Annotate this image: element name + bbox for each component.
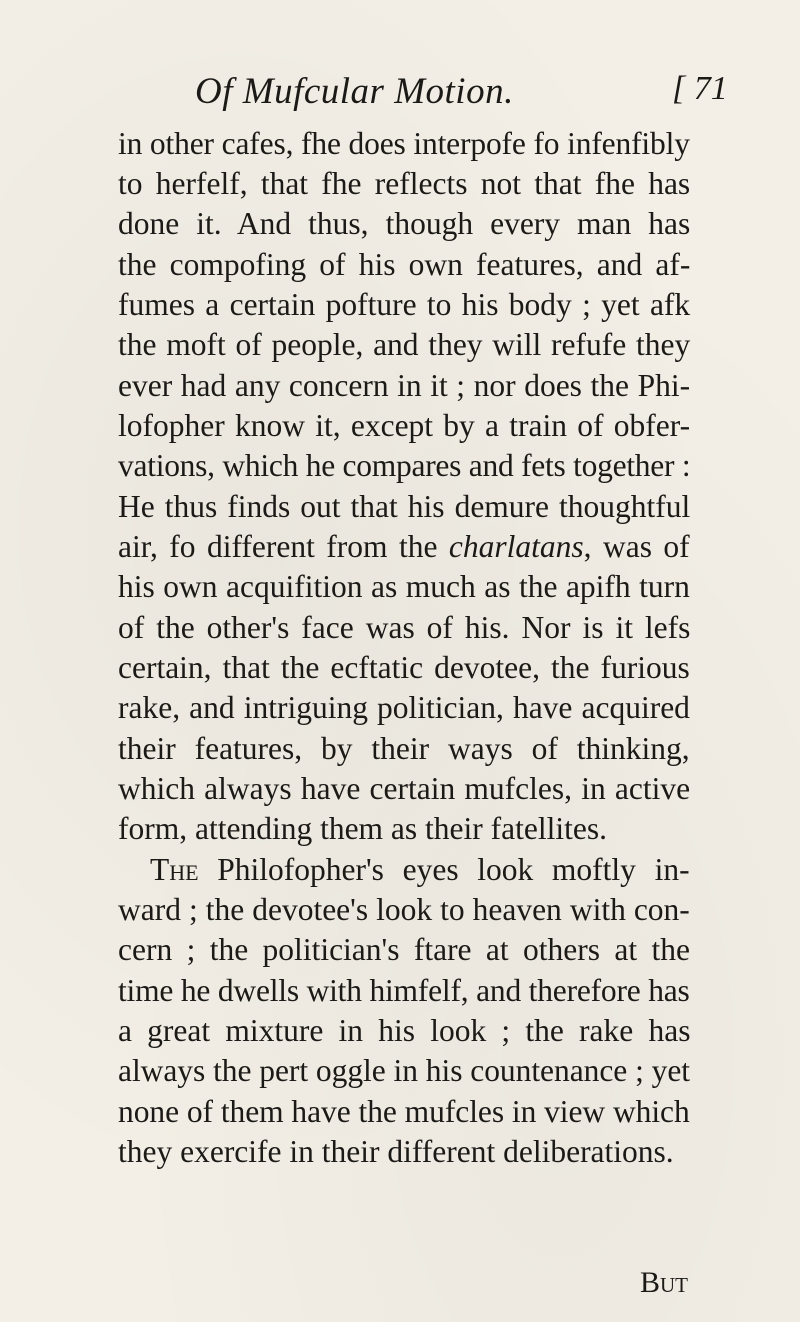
small-caps-lead: The [150,852,199,887]
text-line: cern ; the politician's ftare at others at the [118,932,690,967]
text-line: a great mixture in his look ; the rake has [118,1013,691,1048]
italic-word: charlatans [448,529,584,564]
catchword: But [640,1266,689,1299]
text-line: of the other's face was of his. Nor is it lefs [118,610,691,645]
text-line: the compofing of his own features, and af- [118,247,691,282]
text-line: the moft of people, and they will refufe they [118,327,691,362]
text-line: lofopher know it, except by a train of obfer- [118,408,691,443]
text-line: form, attending them as their fatellites. [118,811,607,846]
page-number: [ 71 [672,70,728,107]
text-line: vations, which he compares and fets together : [118,448,691,483]
text-segment: air, fo different from the [118,529,449,564]
text-line: none of them have the mufcles in view which [118,1094,690,1129]
text-line: to herfelf, that fhe reflects not that fhe has [118,166,691,201]
text-line: their features, by their ways of thinking, [118,731,690,766]
text-line: certain, that the ecftatic devotee, the furious [118,650,690,685]
text-line: He thus finds out that his demure thoughtful [118,489,691,524]
text-line-paragraph-start [150,850,690,890]
text-line: fumes a certain pofture to his body ; yet afk [118,287,691,322]
text-line: time he dwells with himfelf, and therefore has [118,973,690,1008]
text-line: ever had any concern in it ; nor does the Phi- [118,368,691,403]
text-line: always the pert oggle in his countenance ; yet [118,1053,690,1088]
text-line-with-italic [118,527,690,567]
text-line: his own acquifition as much as the apifh turn [118,569,690,604]
text-segment: , was of [583,529,690,564]
text-segment: Philofopher's eyes look moftly in- [217,852,690,887]
text-line: rake, and intriguing politician, have acquired [118,690,690,725]
text-line: they exercife in their different deliberations. [118,1134,674,1169]
text-line: in other cafes, fhe does interpofe fo infenfibly [118,126,690,161]
page-header [0,70,800,120]
text-line: ward ; the devotee's look to heaven with con- [118,892,690,927]
text-line: which always have certain mufcles, in active [118,771,691,806]
running-head: Of Mufcular Motion. [195,71,514,112]
text-line: done it. And thus, though every man has [118,206,691,241]
